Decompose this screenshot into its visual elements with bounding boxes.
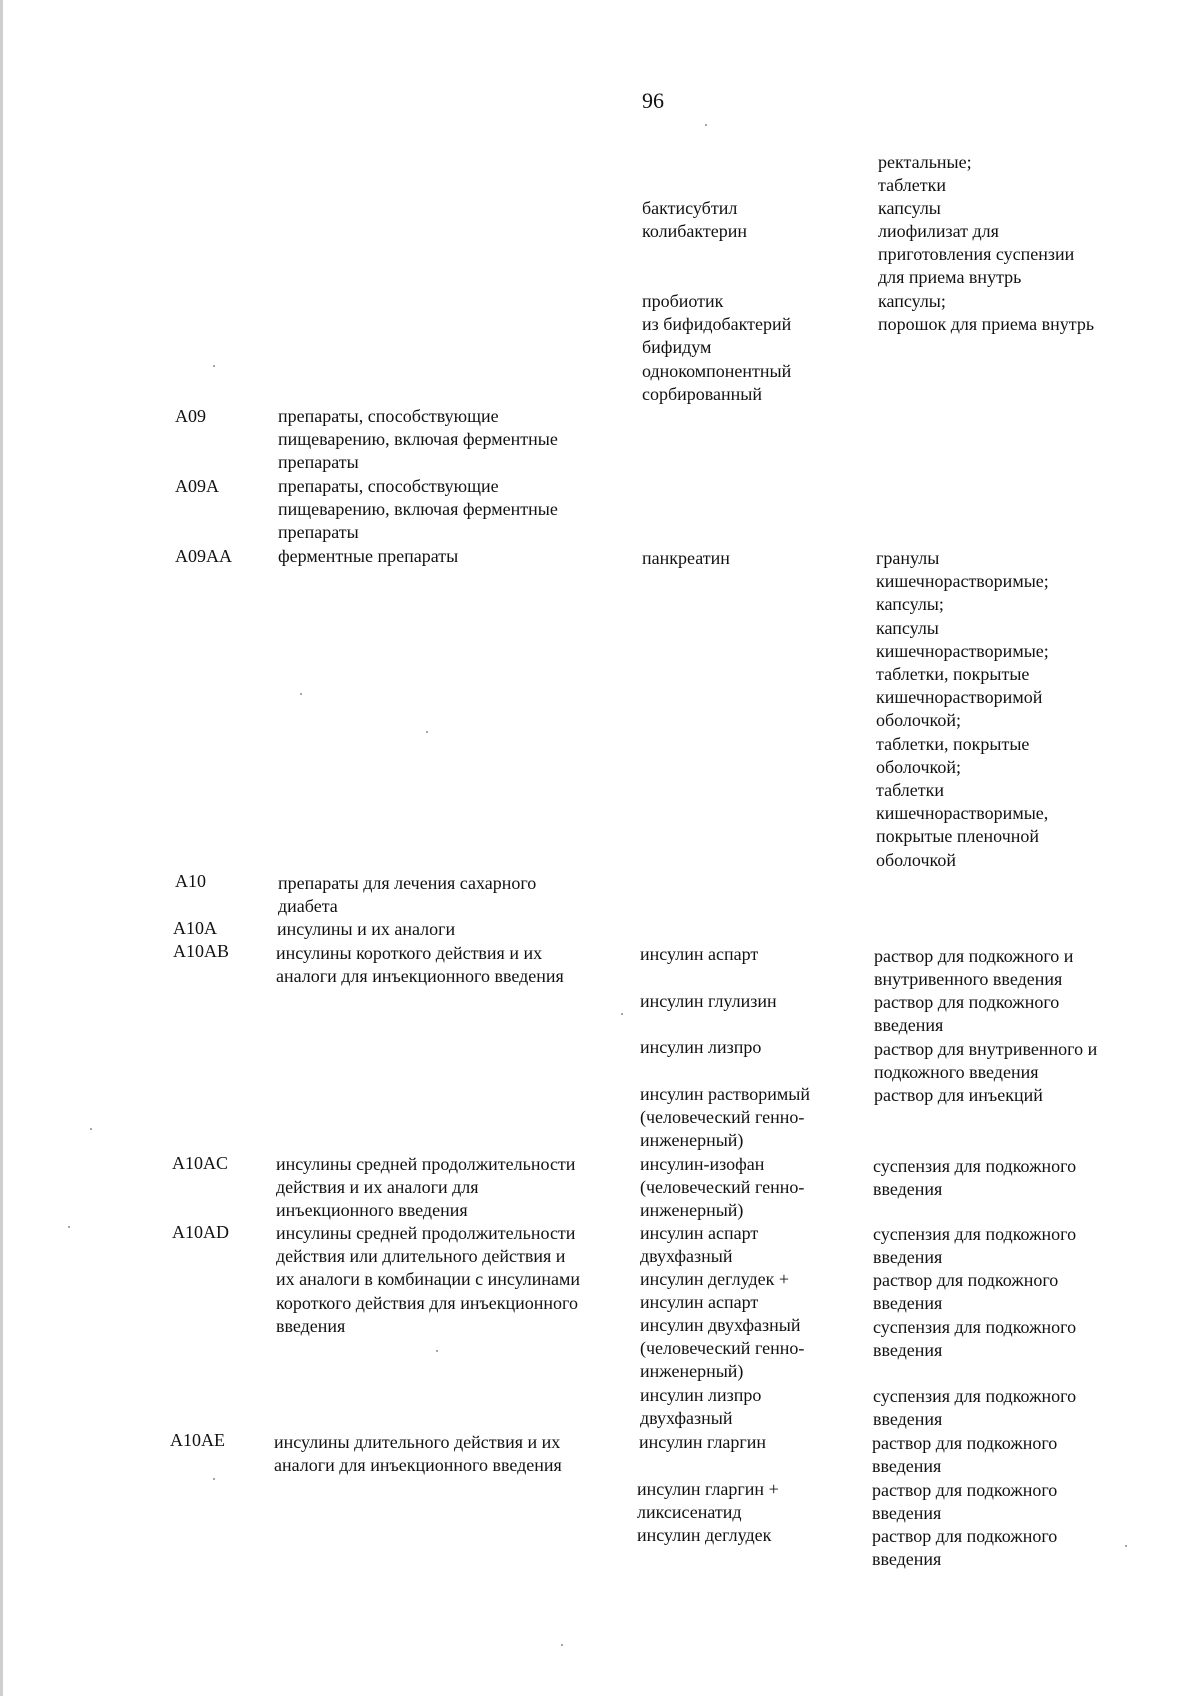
drug-name-cell: инсулин двухфазный (человеческий генно- инженерный) [640, 1315, 805, 1382]
dosage-form-cell: суспензия для подкожного введения [873, 1224, 1077, 1268]
drug-name-cell: инсулин гларгин [639, 1432, 767, 1452]
dosage-form-cell: капсулы [878, 198, 941, 218]
dosage-form-cell: раствор для подкожного введения [872, 1433, 1058, 1477]
drug-name-cell: инсулин аспарт двухфазный [640, 1223, 759, 1267]
atc-code-cell: A10AC [172, 1153, 229, 1173]
atc-code-cell: A10AE [170, 1430, 225, 1450]
atc-code-cell: A10AB [173, 941, 230, 961]
drug-name-cell: инсулин растворимый (человеческий генно- инженерный) [640, 1084, 810, 1151]
scan-speck [436, 1350, 438, 1352]
drug-name-cell: инсулин лизпро [640, 1037, 762, 1057]
scan-speck [213, 1478, 215, 1480]
scan-speck [705, 124, 707, 126]
atc-code-cell: A09A [175, 476, 219, 496]
atc-code-cell: A09 [175, 406, 206, 426]
dosage-form-cell: раствор для подкожного введения [872, 1526, 1058, 1570]
scan-speck [1125, 1545, 1127, 1547]
dosage-form-cell: раствор для инъекций [874, 1085, 1043, 1105]
scan-edge [0, 0, 3, 1696]
atc-code-cell: A10A [173, 918, 217, 938]
drug-name-cell: инсулин гларгин + ликсисенатид [637, 1479, 779, 1523]
drug-name-cell: инсулин-изофан (человеческий генно- инженерный) [640, 1154, 805, 1221]
dosage-form-cell: суспензия для подкожного введения [873, 1386, 1077, 1430]
atc-code-cell: A09AA [175, 546, 232, 566]
atc-group-cell: инсулины средней продолжительности действия и их аналоги для инъекционного введения [276, 1154, 576, 1221]
atc-group-cell: препараты для лечения сахарного диабета [278, 873, 537, 917]
scan-speck [90, 1128, 92, 1130]
scan-speck [213, 365, 215, 367]
atc-code-cell: A10AD [172, 1222, 229, 1242]
dosage-form-cell: раствор для подкожного введения [873, 1270, 1059, 1314]
dosage-form-cell: раствор для подкожного введения [872, 1480, 1058, 1524]
drug-name-cell: инсулин лизпро двухфазный [640, 1385, 762, 1429]
dosage-form-cell: раствор для внутривенного и подкожного введения [874, 1039, 1098, 1083]
atc-group-cell: препараты, способствующие пищеварению, включая ферментные препараты [278, 406, 558, 473]
atc-group-cell: инсулины длительного действия и их аналоги для инъекционного введения [274, 1432, 562, 1476]
dosage-form-cell: капсулы; порошок для приема внутрь [878, 291, 1095, 335]
atc-code-cell: A10 [175, 871, 206, 891]
dosage-form-cell: суспензия для подкожного введения [873, 1156, 1077, 1200]
drug-name-cell: инсулин аспарт [640, 944, 759, 964]
scan-speck [621, 1013, 623, 1015]
atc-group-cell: инсулины короткого действия и их аналоги для инъекционного введения [276, 943, 564, 987]
scan-speck [300, 693, 302, 695]
atc-group-cell: инсулины средней продолжительности действия или длительного действия и их аналоги в комбинации с инсулинами короткого действия для инъекционного введения [276, 1223, 581, 1336]
scan-speck [68, 1226, 70, 1228]
atc-group-cell: препараты, способствующие пищеварению, включая ферментные препараты [278, 476, 558, 543]
dosage-form-cell: гранулы кишечнорастворимые; капсулы; капсулы кишечнорастворимые; таблетки, покрытые кишечнорастворимой оболочкой; таблетки, покрытые оболочкой; таблетки кишечнорастворимые, покрытые пленочной оболочкой [876, 548, 1049, 870]
drug-name-cell: колибактерин [642, 221, 747, 241]
drug-name-cell: пробиотик из бифидобактерий бифидум однокомпонентный сорбированный [642, 291, 792, 404]
page-number: 96 [642, 88, 664, 113]
dosage-form-cell: суспензия для подкожного введения [873, 1317, 1077, 1361]
dosage-form-cell: ректальные; таблетки [878, 152, 972, 196]
drug-name-cell: панкреатин [642, 548, 730, 568]
scan-speck [561, 1644, 563, 1646]
dosage-form-cell: раствор для подкожного введения [874, 992, 1060, 1036]
atc-group-cell: ферментные препараты [278, 546, 459, 566]
drug-name-cell: инсулин деглудек [637, 1525, 772, 1545]
drug-name-cell: инсулин деглудек + инсулин аспарт [640, 1269, 789, 1313]
drug-name-cell: бактисубтил [642, 198, 738, 218]
scan-speck [426, 731, 428, 733]
atc-group-cell: инсулины и их аналоги [277, 919, 456, 939]
drug-name-cell: инсулин глулизин [640, 991, 777, 1011]
dosage-form-cell: лиофилизат для приготовления суспензии для приема внутрь [878, 221, 1075, 288]
dosage-form-cell: раствор для подкожного и внутривенного введения [874, 946, 1074, 990]
